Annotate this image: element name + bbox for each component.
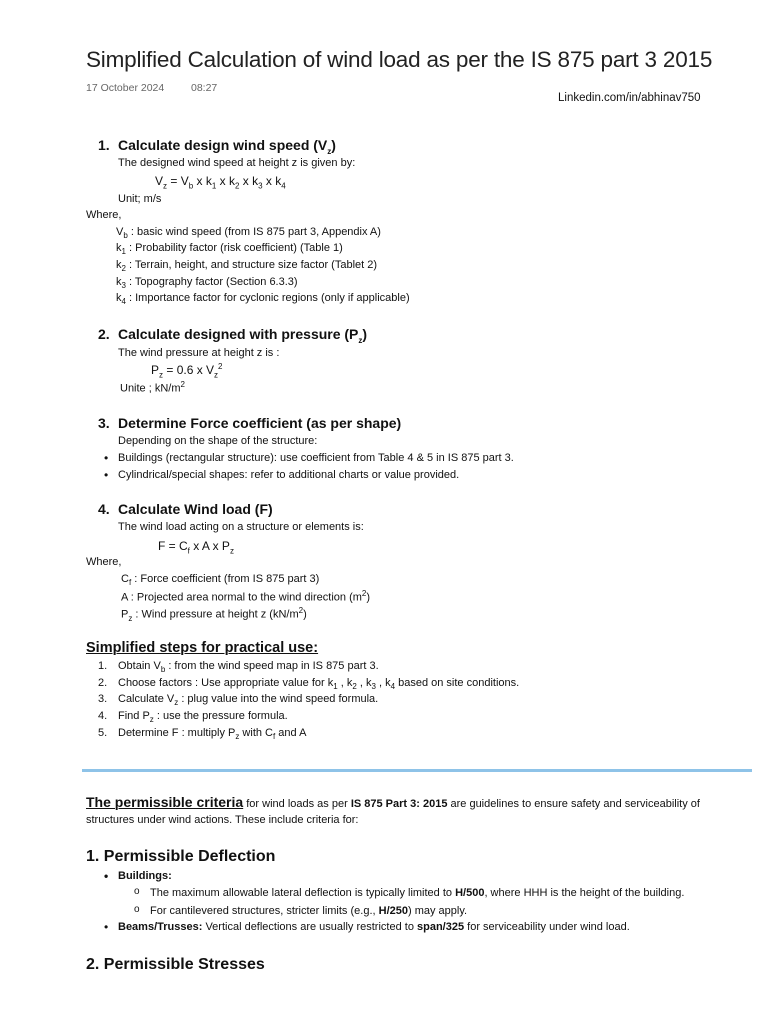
section-1-heading: 1. Calculate design wind speed $(V_z)$ [98,137,336,156]
definition-k1: $k_1$ : Probability factor (risk coefficient) (Table 1) [116,242,343,257]
section-1-intro: The designed wind speed at height z is given by: [118,157,356,169]
date: 17 October 2024 [86,82,165,94]
def-a: A : Projected area normal to the wind direction $(m^2)$ [121,589,371,604]
section-3-bullet: • Buildings (rectangular structure): use coefficient from Table 4 & 5 in IS 875 part 3. [118,452,514,464]
def-cf: $C_f$ : Force coefficient (from IS 875 part 3) [121,573,320,588]
deflection-subitem: o The maximum allowable lateral deflection is typically limited to H/500, where HHH is the height of the building. [150,887,684,899]
definition-vb: $V_b$ : basic wind speed (from IS 875 part 3, Appendix A) [116,226,381,241]
time: 08:27 [191,82,218,94]
deflection-subitem: o For cantilevered structures, stricter limits (e.g., H/250) may apply. [150,905,467,917]
section-2-heading: 2. Calculate designed with pressure $(P_z)$ [98,326,368,345]
section-3-intro: Depending on the shape of the structure: [118,435,318,447]
step-item: 3. Calculate $V_z$ : plug value into the wind speed formula. [98,693,379,708]
section-1-where: Where, [86,209,122,221]
definition-k3: $k_3$ : Topography factor (Section 6.3.3) [116,276,298,291]
section-1-unit: Unit; m/s [118,193,162,205]
beams-trusses-item: • Beams/Trusses: Vertical deflections are usually restricted to span/325 for serviceability under wind load. [118,921,630,933]
step-item: 4. Find $P_z$ : use the pressure formula. [98,710,288,725]
steps-heading: Simplified steps for practical use: [86,640,319,656]
section-3-bullet: • Cylindrical/special shapes: refer to additional charts or value provided. [118,469,459,481]
buildings-label: • Buildings: [118,870,172,882]
definition-k4: $k_4$ : Importance factor for cyclonic regions (only if applicable) [116,292,410,307]
step-item: 1. Obtain $V_b$ : from the wind speed map in IS 875 part 3. [98,660,379,675]
section-3-heading: 3. Determine Force coefficient (as per shape) [98,415,402,431]
definition-k2: $k_2$ : Terrain, height, and structure size factor (Tablet 2) [116,259,378,274]
wind-load-formula: $F = C_f$ x A x $P_z$ [158,539,234,556]
deflection-heading: 1. Permissible Deflection [86,848,276,865]
section-4-intro: The wind load acting on a structure or elements is: [118,521,364,533]
section-4-where: Where, [86,556,122,568]
pressure-formula: $P_z = 0.6$ x $V_z^2$ [151,362,223,380]
section-divider [82,769,752,772]
criteria-paragraph-line1: The permissible criteria for wind loads as per IS 875 Part 3: 2015 are guidelines to ensure safety and serviceability of [86,794,700,810]
wind-speed-formula: $V_z = V_b$ x $k_1$ x $k_2$ x $k_3$ x $k_4$ [155,174,286,191]
section-2-intro: The wind pressure at height z is : [118,347,280,359]
step-item: 2. Choose factors : Use appropriate value for $k_1$ , $k_2$ , $k_3$ , $k_4$ based on site conditions. [98,677,520,692]
section-4-heading: 4. Calculate Wind load (F) [98,501,273,517]
section-2-unit: Unite ; $kN/m^2$ [120,380,185,395]
step-item: 5. Determine F : multiply $P_z$ with $C_f$ and A [98,727,307,742]
stresses-heading: 2. Permissible Stresses [86,956,265,973]
document-title: Simplified Calculation of wind load as per the IS 875 part 3 2015 [86,47,713,72]
criteria-paragraph-line2: structures under wind actions. These include criteria for: [86,814,359,826]
def-pz: $P_z$ : Wind pressure at height z $(kN/m^2)$ [121,606,307,623]
linkedin-link[interactable]: Linkedin.com/in/abhinav750 [558,92,701,104]
